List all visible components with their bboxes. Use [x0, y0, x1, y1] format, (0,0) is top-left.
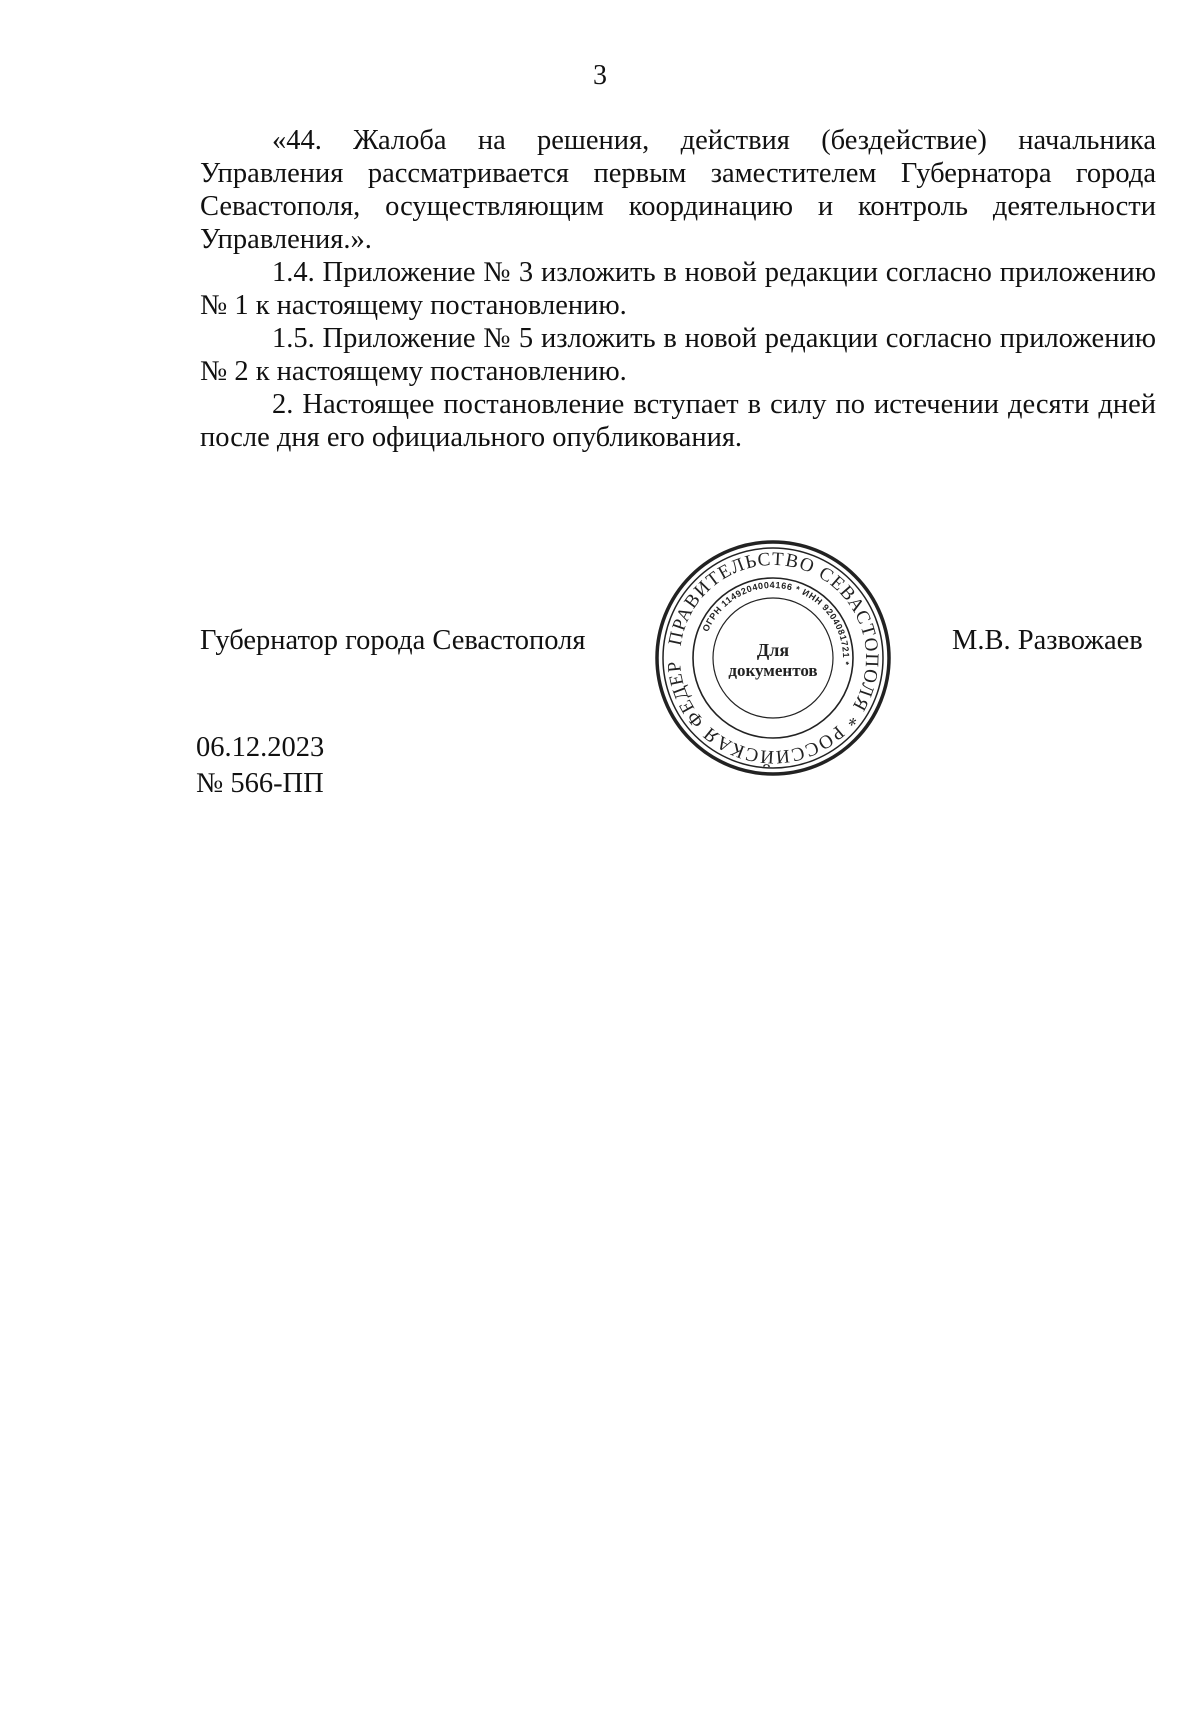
document-number: № 566-ПП [196, 768, 324, 799]
seal-inner-text: ОГРН 1149204004166 * ИНН 9204081721 * [700, 579, 852, 666]
paragraph-1-4: 1.4. Приложение № 3 изложить в новой редакции согласно приложению № 1 к настоящему постановлению. [200, 257, 1156, 321]
page-number: 3 [593, 60, 607, 91]
official-seal [653, 538, 893, 778]
paragraph-1-5: 1.5. Приложение № 5 изложить в новой редакции согласно приложению № 2 к настоящему постановлению. [200, 323, 1156, 387]
seal-center-line2: документов [728, 661, 818, 680]
document-date-number [196, 730, 324, 802]
seal-center-line1: Для [756, 640, 790, 660]
document-body [200, 124, 1156, 454]
signatory-position: Губернатор города Севастополя [200, 625, 586, 656]
document-date: 06.12.2023 [196, 732, 325, 763]
paragraph-44: «44. Жалоба на решения, действия (бездействие) начальника Управления рассматривается первым заместителем Губернатора города Севастополя, осуществляющим координацию и контроль деятельности Управления.». [200, 125, 1156, 255]
paragraph-2: 2. Настоящее постановление вступает в силу по истечении десяти дней после дня его официального опубликования. [200, 389, 1156, 453]
signatory-name: М.В. Развожаев [952, 625, 1143, 656]
seal-outer-text: ПРАВИТЕЛЬСТВО СЕВАСТОПОЛЯ * РОССИЙСКАЯ ФЕДЕР [664, 548, 883, 768]
